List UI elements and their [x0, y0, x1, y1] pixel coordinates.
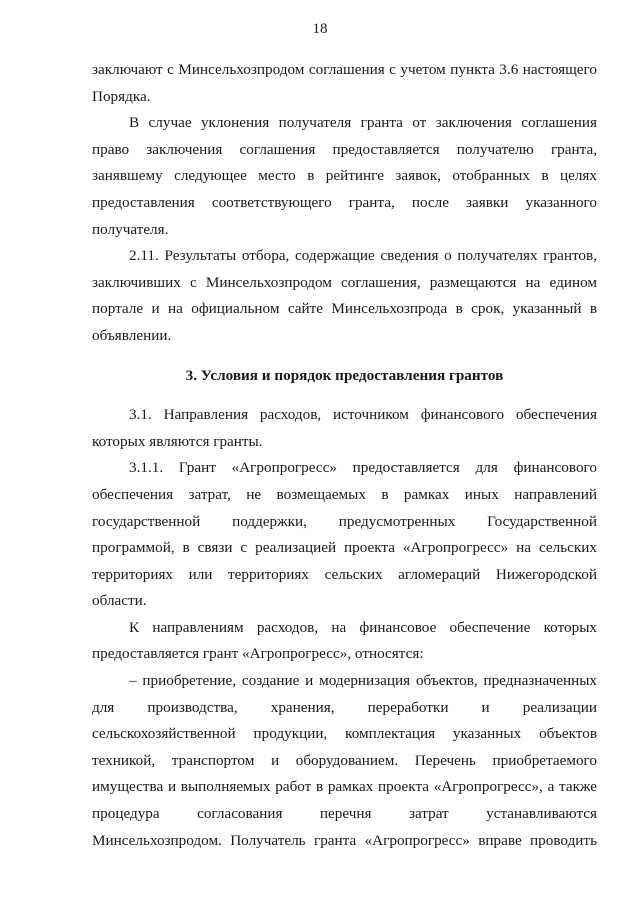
text-line: объявлении.	[92, 326, 172, 344]
paragraph	[92, 110, 597, 243]
text-line: процедура согласования перечня затрат устанавливаются	[92, 805, 597, 823]
paragraph	[92, 243, 597, 349]
text-line: получателя.	[92, 220, 169, 238]
text-line: право заключения соглашения предоставляется получателю гранта,	[92, 140, 597, 158]
text-line: портале и на официальном сайте Минсельхозпрода в срок, указанный в	[92, 300, 597, 318]
text-line: К направлениям расходов, на финансовое обеспечение которых	[129, 618, 597, 636]
paragraph	[92, 668, 597, 854]
text-line: государственной поддержки, предусмотренных Государственной	[92, 512, 597, 530]
text-line: 3.1. Направления расходов, источником финансового обеспечения	[129, 406, 597, 424]
text-line: Минсельхозпродом. Получатель гранта «Агропрогресс» вправе проводить	[92, 831, 597, 849]
text-line: которых являются гранты.	[92, 432, 263, 450]
text-line: для производства, хранения, переработки и реализации	[92, 698, 597, 716]
text-line: 3.1.1. Грант «Агропрогресс» предоставляется для финансового	[129, 459, 597, 477]
paragraph	[92, 455, 597, 615]
text-line: имущества и выполняемых работ в рамках проекта «Агропрогресс», а также	[92, 778, 597, 796]
text-line: заключивших с Минсельхозпродом соглашения, размещаются на едином	[92, 273, 597, 291]
text-line: заключают с Минсельхозпродом соглашения с учетом пункта 3.6 настоящего	[92, 61, 597, 78]
section-heading: 3. Условия и порядок предоставления грантов	[185, 366, 504, 384]
text-line: сельскохозяйственной продукции, комплектация указанных объектов	[92, 725, 597, 743]
text-line: занявшему следующее место в рейтинге заявок, отобранных в целях	[92, 167, 597, 185]
text-line: – приобретение, создание и модернизация объектов, предназначенных	[129, 672, 597, 690]
text-line: предоставления соответствующего гранта, после заявки указанного	[92, 193, 597, 211]
text-line: 2.11. Результаты отбора, содержащие сведения о получателях грантов,	[129, 247, 597, 265]
paragraph	[92, 57, 597, 110]
text-line: Порядка.	[92, 87, 151, 105]
page-number: 18	[312, 21, 328, 37]
text-line: обеспечения затрат, не возмещаемых в рамках иных направлений	[92, 485, 597, 503]
paragraphs-before-heading	[92, 57, 597, 350]
text-line: программой, в связи с реализацией проекта «Агропрогресс» на сельских	[92, 539, 597, 557]
text-line: В случае уклонения получателя гранта от заключения соглашения	[129, 114, 597, 132]
text-line: техникой, транспортом и оборудованием. Перечень приобретаемого	[92, 751, 597, 769]
text-line: области.	[92, 592, 147, 610]
paragraphs-after-heading	[92, 402, 597, 854]
document-body	[92, 57, 597, 854]
paragraph	[92, 615, 597, 668]
text-line: предоставляется грант «Агропрогресс», относятся:	[92, 645, 424, 663]
paragraph	[92, 402, 597, 455]
text-line: территориях или территориях сельских агломераций Нижегородской	[92, 565, 597, 583]
